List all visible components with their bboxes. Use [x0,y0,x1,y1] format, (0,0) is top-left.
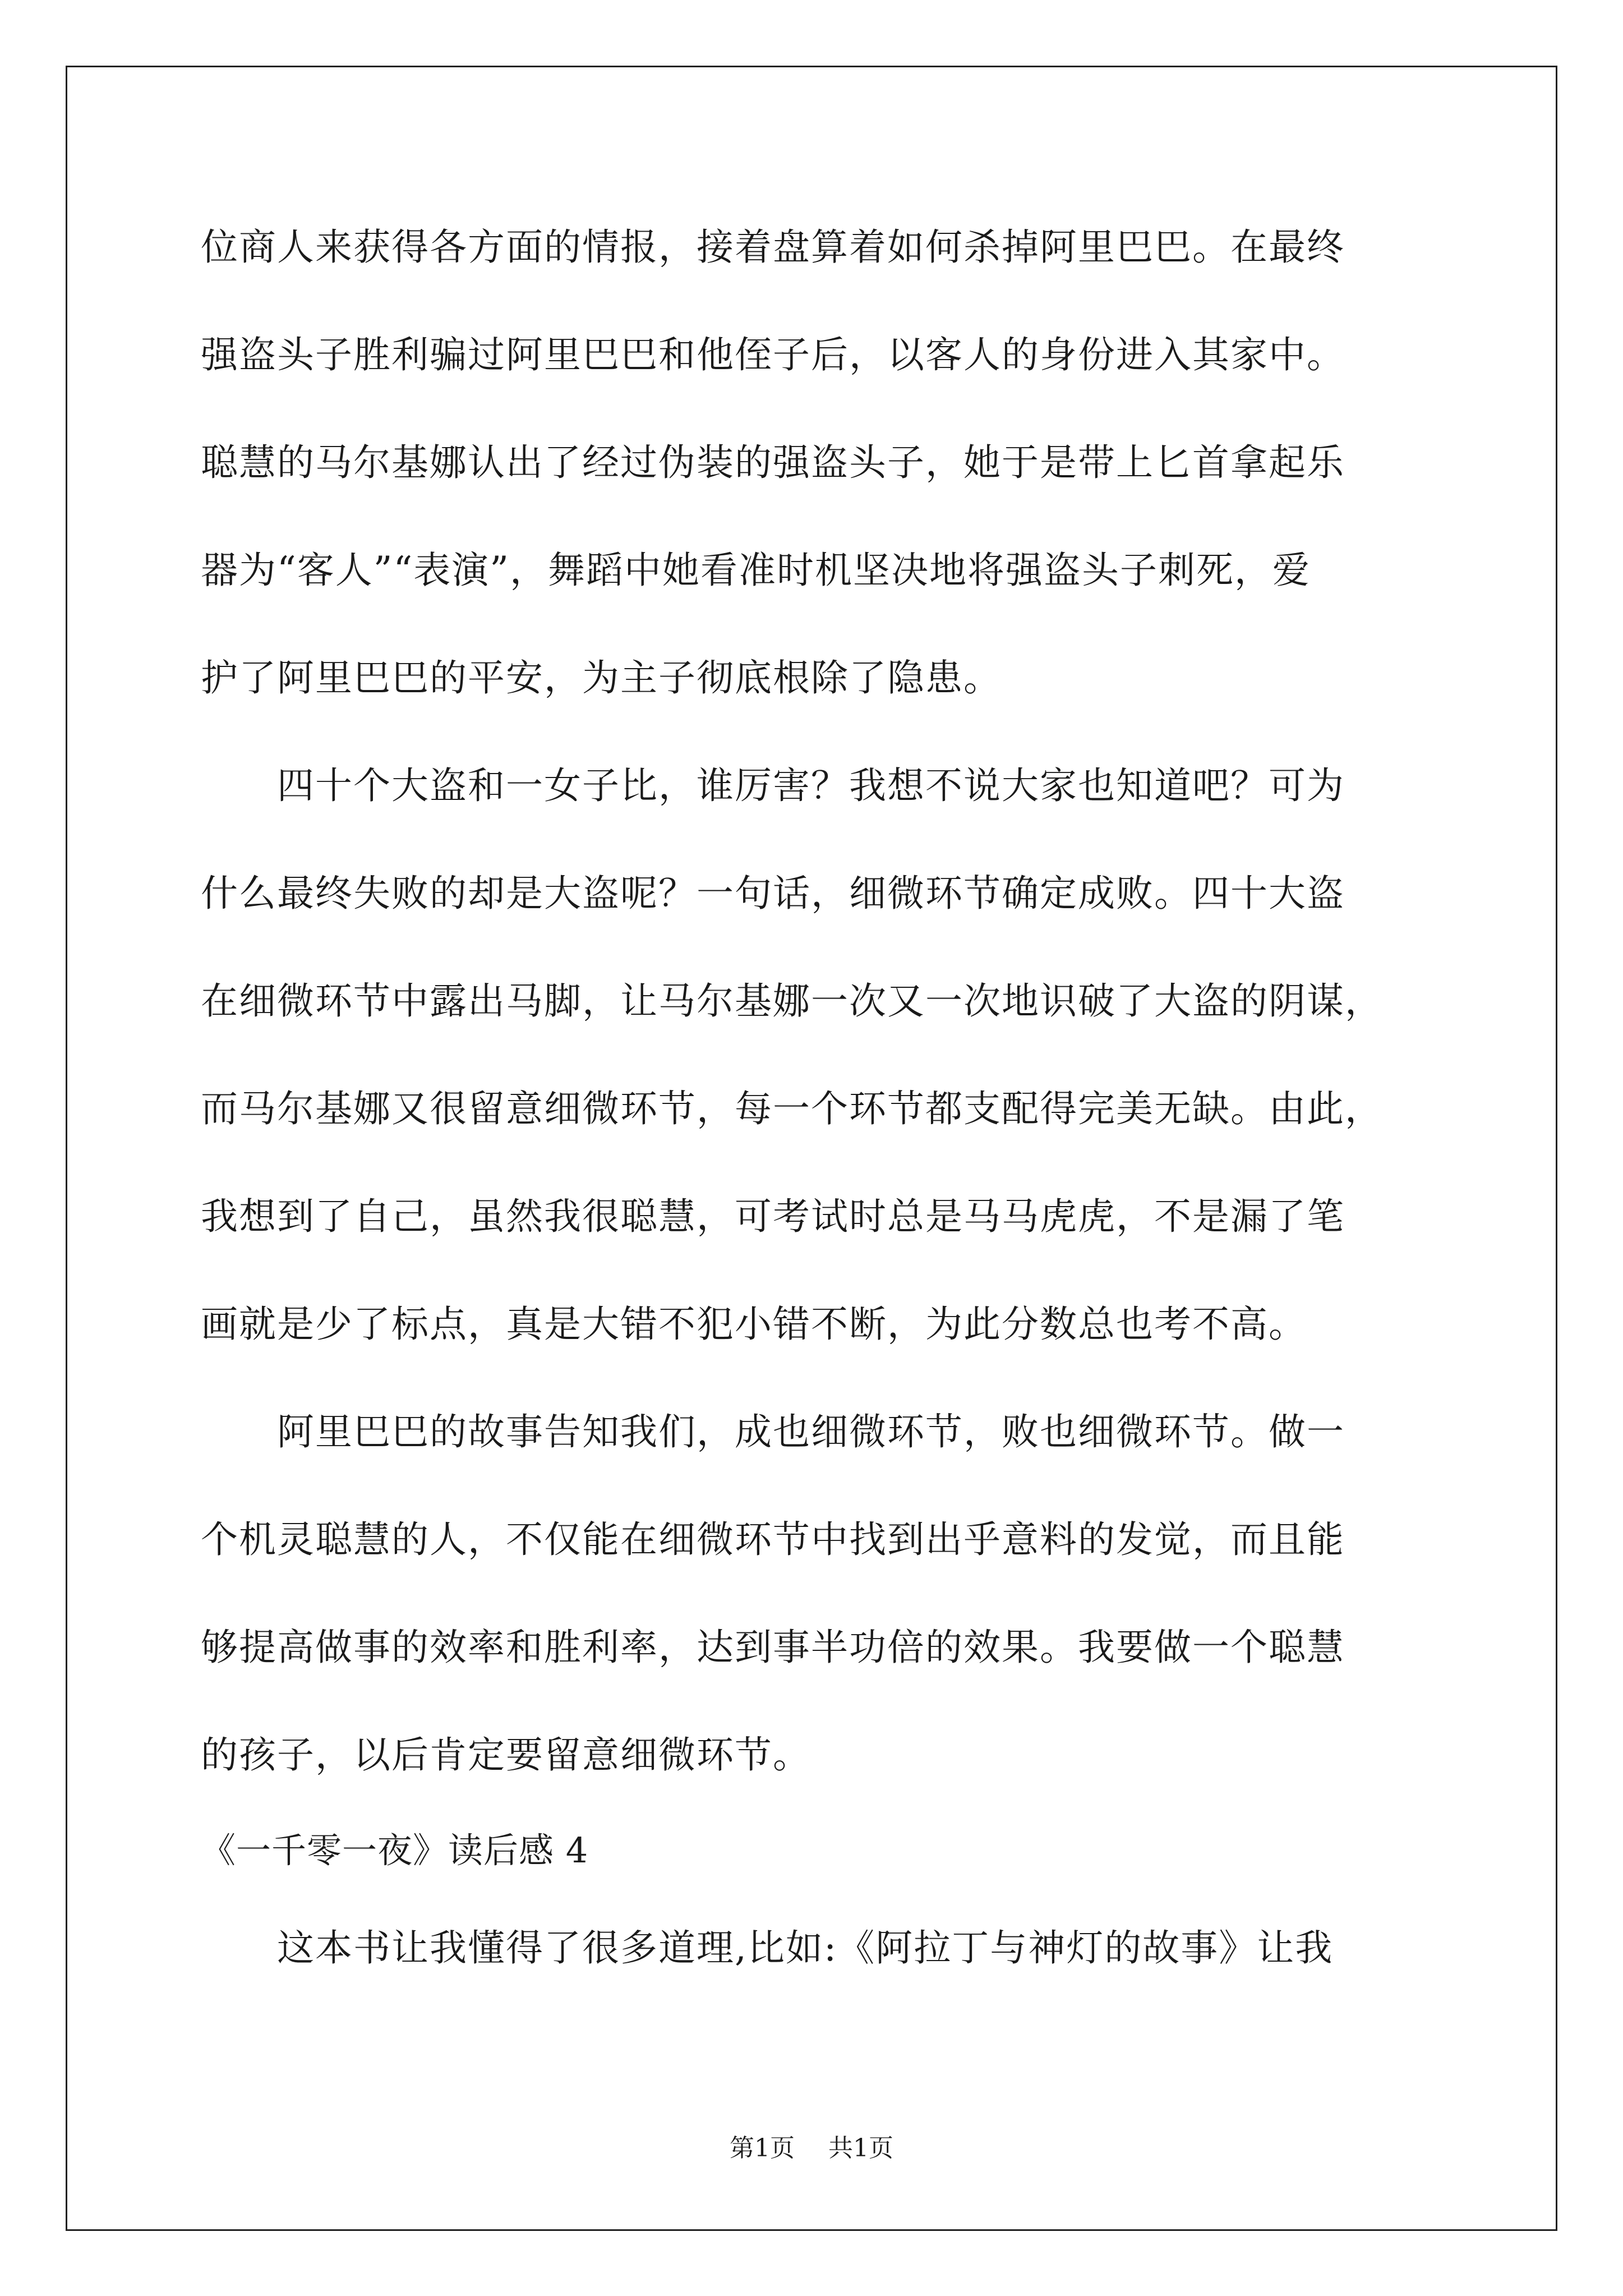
text-line: 阿里巴巴的故事告知我们，成也细微环节，败也细微环节。做一 [201,1410,1345,1453]
text-line: 画就是少了标点，真是大错不犯小错不断，为此分数总也考不高。 [201,1303,1307,1346]
text-line: 什么最终失败的却是大盗呢？一句话，细微环节确定成败。四十大盗 [201,872,1345,915]
text-line: 强盗头子胜利骗过阿里巴巴和他侄子后，以客人的身份进入其家中。 [201,333,1345,376]
text-line: 的孩子，以后肯定要留意细微环节。 [201,1733,811,1777]
text-line: 个机灵聪慧的人，不仅能在细微环节中找到出乎意料的发觉，而且能 [201,1518,1345,1561]
text-line: 器为“客人”“表演”，舞蹈中她看准时机坚决地将强盗头子刺死，爱 [201,549,1311,592]
text-line: 位商人来获得各方面的情报，接着盘算着如何杀掉阿里巴巴。在最终 [201,226,1345,269]
page-border [66,66,1557,2231]
text-line: 四十个大盗和一女子比，谁厉害？我想不说大家也知道吧？可为 [201,764,1345,807]
text-line: 够提高做事的效率和胜利率，达到事半功倍的效果。我要做一个聪慧 [201,1626,1345,1669]
page-total: 共1页 [828,2134,893,2162]
page-number: 第1页 [730,2134,795,2162]
page-footer [0,2136,1623,2161]
text-line: 这本书让我懂得了很多道理,比如:《阿拉丁与神灯的故事》让我 [201,1926,1334,1970]
text-line: 而马尔基娜又很留意细微环节，每一个环节都支配得完美无缺。由此， [201,1087,1383,1130]
text-line: 护了阿里巴巴的平安，为主子彻底根除了隐患。 [201,656,1002,700]
text-line: 聪慧的马尔基娜认出了经过伪装的强盗头子，她于是带上匕首拿起乐 [201,441,1345,484]
text-line: 我想到了自己，虽然我很聪慧，可考试时总是马马虎虎，不是漏了笔 [201,1195,1345,1238]
text-line: 在细微环节中露出马脚，让马尔基娜一次又一次地识破了大盗的阴谋， [201,979,1383,1023]
section-heading: 《一千零一夜》读后感 4 [201,1830,589,1871]
